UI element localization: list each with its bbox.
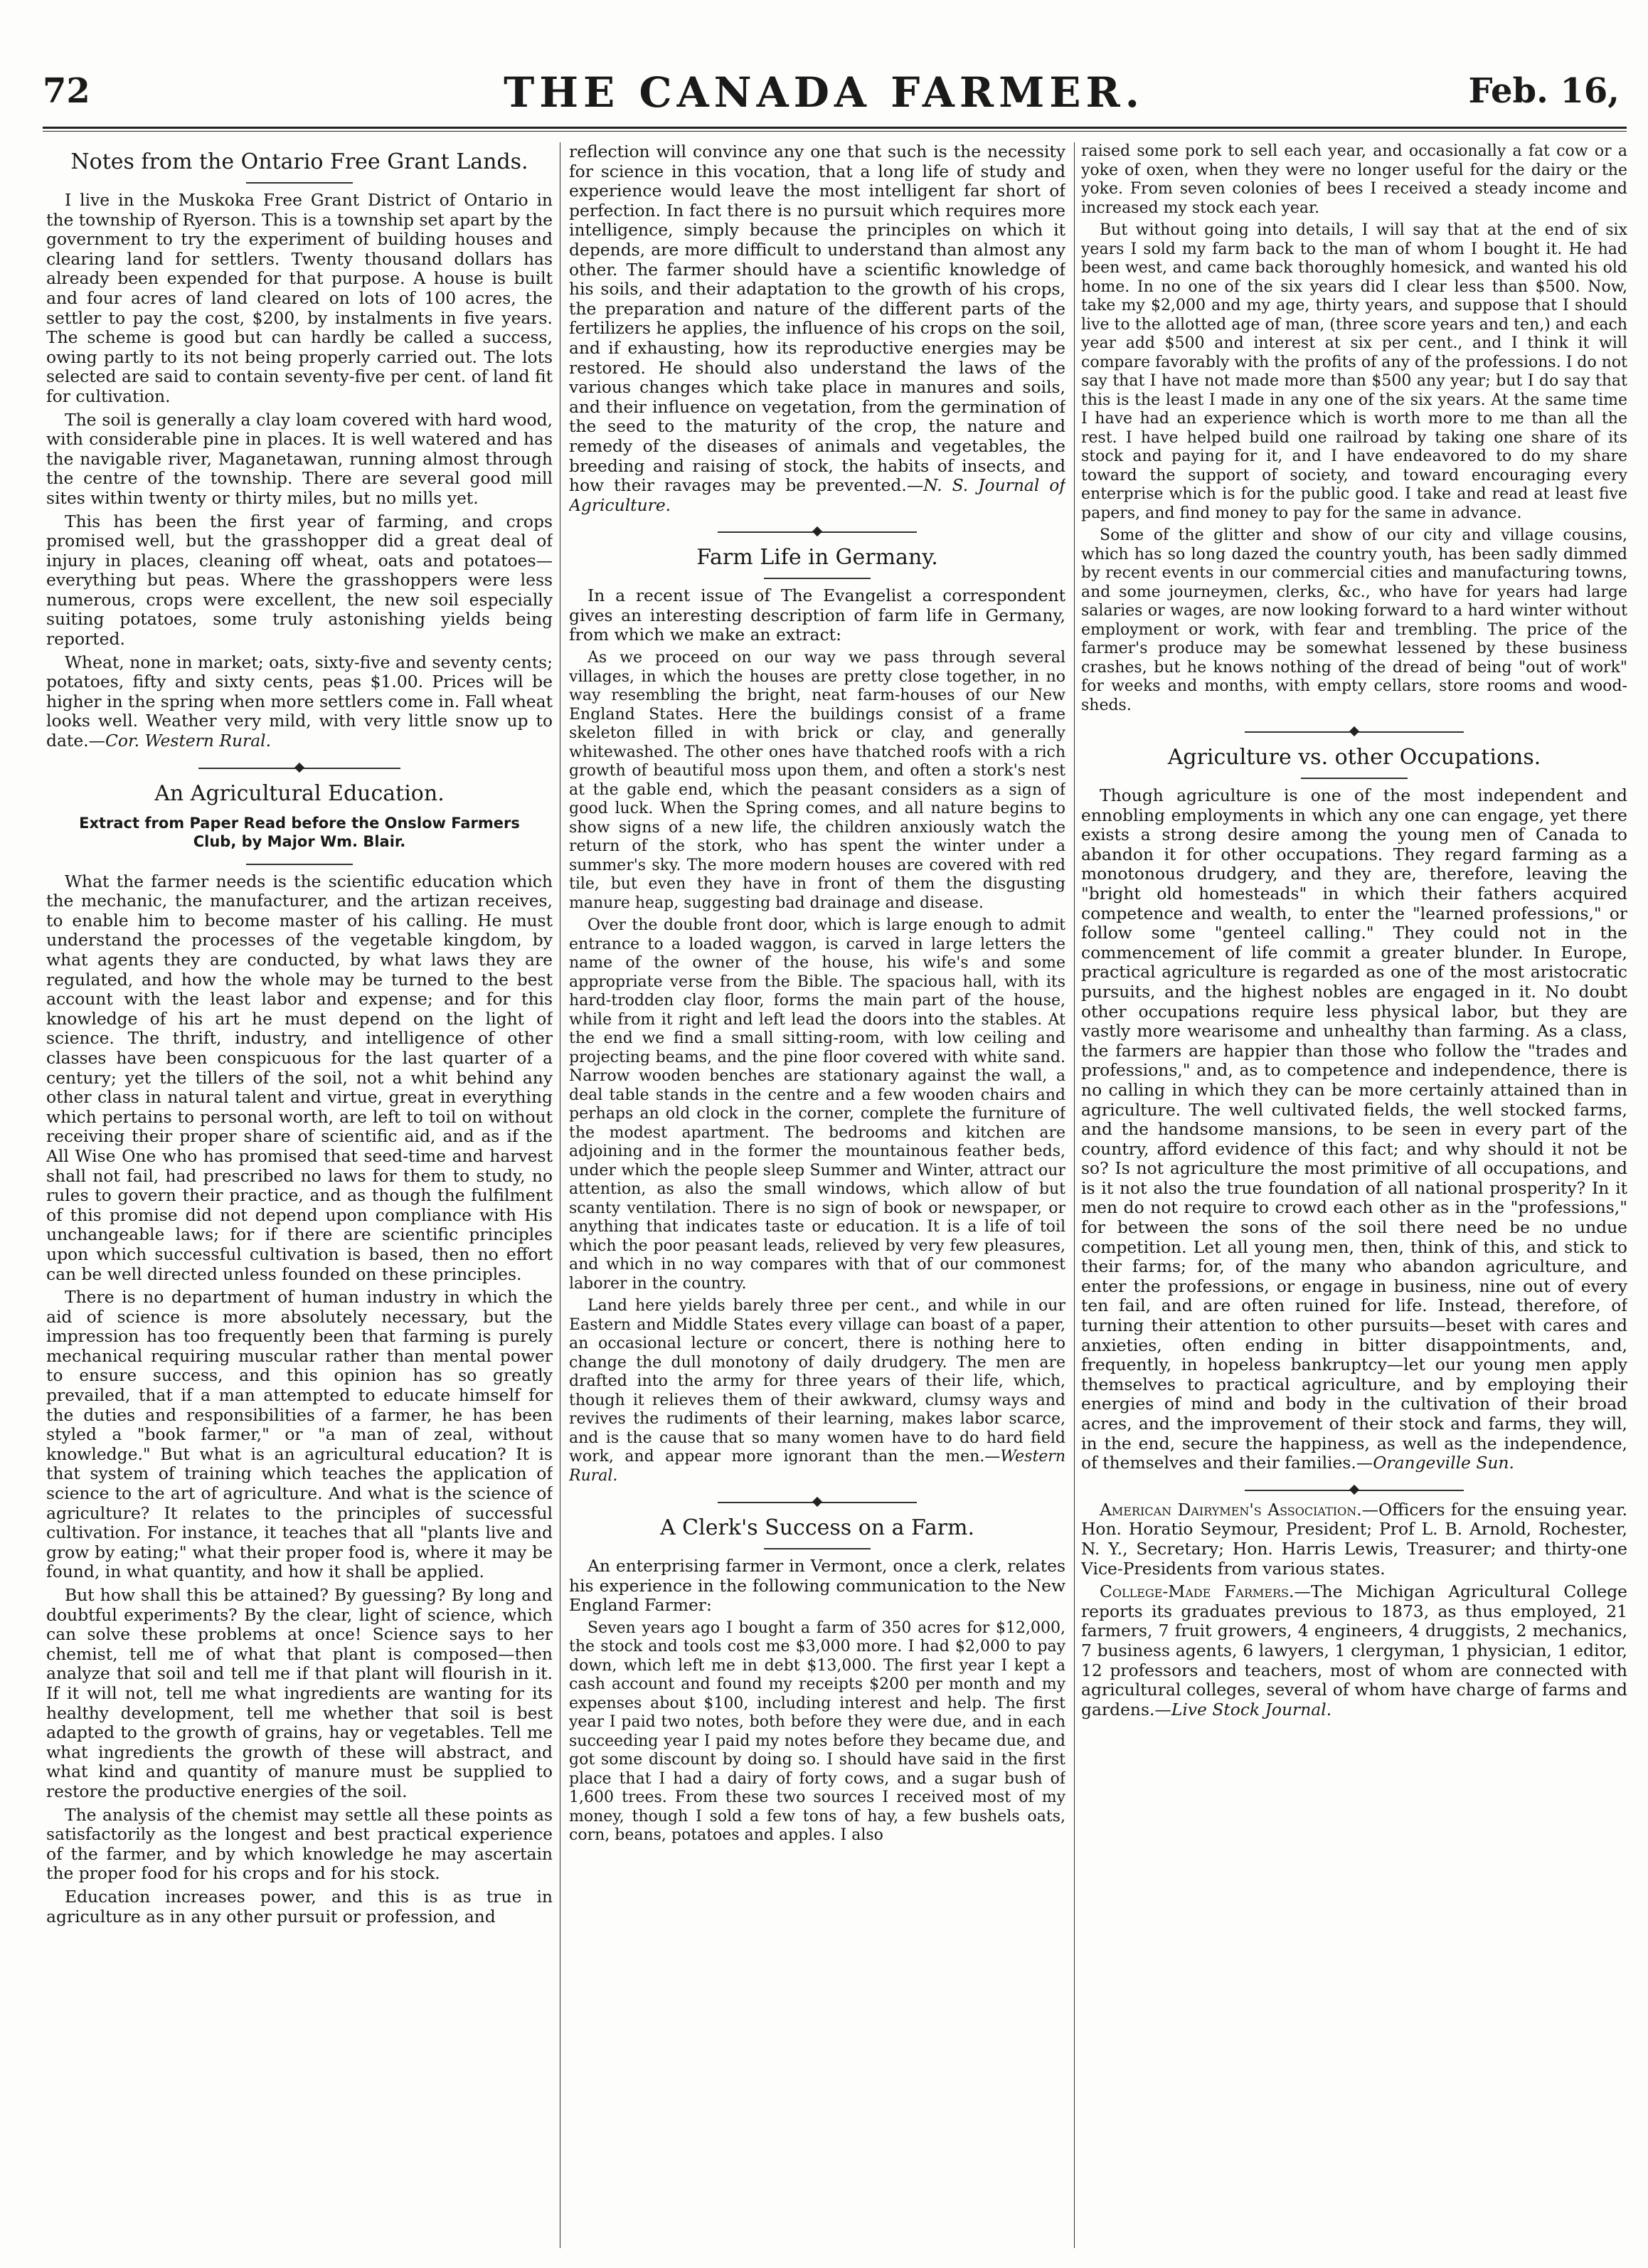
masthead: THE CANADA FARMER. — [504, 68, 1144, 117]
quoted-paragraph — [569, 1297, 1065, 1485]
article-title: Farm Life in Germany. — [696, 545, 938, 571]
section-divider — [569, 526, 1065, 538]
paragraph: In a recent issue of The Evangelist a correspondent gives an interesting description of farm life in Germany, from which we make an extract: — [569, 585, 1065, 645]
quoted-paragraph: As we proceed on our way we pass through several villages, in which the houses are pretty close together, in no way resembling the bright, neat farm-houses of our New England States. Here the buildings consist of a frame skeleton filled in with brick or clay, and generally whitewashed. The other ones have thatched roofs with a rich growth of beautiful moss upon them, and often a stork's nest at the gable end, which the peasant considers as a sign of good luck. When the Spring comes, and all nature begins to show signs of a new life, the children anxiously watch the return of the stork, who has spent the winter under a summer's sky. The more modern houses are covered with red tile, but even they have in front of them the disgusting manure heap, suggesting bad drainage and disease. — [569, 649, 1065, 912]
paragraph: This has been the first year of farming, and crops promised well, but the grasshopper did a great deal of injury in places, cleaning off wheat, oats and potatoes—everything but peas. Where the grasshoppers were less numerous, crops were excellent, the new soil especially suiting potatoes, some truly astonishing yields being reported. — [46, 511, 553, 650]
quoted-paragraph: raised some pork to sell each year, and occasionally a fat cow or a yoke of oxen, when they were no longer useful for the dairy or the yoke. From seven colonies of bees I received a steady income and increased my stock each year. — [1081, 142, 1627, 217]
quoted-paragraph: Some of the glitter and show of our city and village cousins, which has so long dazed the country youth, has been sadly dimmed by recent events in our commercial cities and manufacturing towns, and some journeymen, clerks, &c., who have for years had large salaries or wages, are now looking forward to a hard winter without employment or work, with fear and trembling. The price of the farmer's produce may be somewhat lessened by these business crashes, but he knows nothing of the dread of being "out of work" for weeks and months, with empty cellars, store rooms and wood-sheds. — [1081, 526, 1627, 714]
title-rule — [764, 578, 871, 579]
column-1 — [46, 142, 553, 2248]
source-credit: Cor. Western Rural. — [105, 731, 272, 751]
quoted-paragraph: Over the double front door, which is large enough to admit entrance to a loaded waggon, is carved in large letters the name of the owner of the house, his wife's and some appropriate verse from the Bible. The spacious hall, with its hard-trodden clay floor, forms the main part of the house, while from it right and left lead the doors into the stables. At the end we find a small sitting-room, with low ceiling and projecting beams, and the pine floor covered with white sand. Narrow wooden benches are stationary against the wall, a deal table stands in the centre and a few wooden chairs and perhaps an old clock in the corner, complete the furniture of the modest apartment. The bedrooms and kitchen are adjoining and in the former the mountainous feather beds, under which the people sleep Summer and Winter, attract our attention, as also the small windows, which allow of but scanty ventilation. There is no sign of book or newspaper, or anything that indicates taste or education. It is a life of toil which the poor peasant leads, relieved by very few pleasures, and which in no way compares with that of our commonest laborer in the country. — [569, 916, 1065, 1293]
column-divider — [1074, 142, 1075, 2248]
header-rule — [43, 127, 1627, 129]
title-rule — [764, 1548, 871, 1549]
paragraph: But how shall this be attained? By guessing? By long and doubtful experiments? By the clear, light of science, which can solve these problems at once! Science says to her chemist, tell me of what that plant is composed—then analyze that soil and tell me if that plant will flourish in it. If it will not, tell me what ingredients are wanting for its healthy development, tell me whether that soil is best adapted to the growth of grains, hay or vegetables. Tell me what ingredients the growth of these will abstract, and what kind and quantity of manure must be supplied to restore the productive energies of the soil. — [46, 1585, 553, 1801]
paragraph-text: Land here yields barely three per cent., and while in our Eastern and Middle States every village can boast of a paper, an occasional lecture or concert, there is nothing here to change the dull monotony of daily drudgery. The men are drafted into the army for three years of their life, which, though it relieves them of their awkward, clumsy ways and revives the rudiments of their learning, makes labor scarce, and is the cause that so many women have to do hard field work, and appear more ignorant than the men.— — [569, 1297, 1065, 1466]
article-title: Notes from the Ontario Free Grant Lands. — [70, 149, 528, 174]
source-credit: Western Rural. — [569, 1448, 1065, 1485]
paragraph: I live in the Muskoka Free Grant District of Ontario in the township of Ryerson. This is a township set apart by the government to try the experiment of building houses and clearing land for settlers. Twenty thousand dollars has already been expended for that purpose. A house is built and four acres of land cleared on lots of 100 acres, the settler to pay the cost, $200, by instalments in five years. The scheme is good but can hardly be called a success, owing partly to its not being properly carried out. The lots selected are said to contain seventy-five per cent. of land fit for cultivation. — [46, 190, 553, 406]
paragraph-text: Wheat, none in market; oats, sixty-five and seventy cents; potatoes, fifty and sixty cents, peas $1.00. Prices will be higher in the spring when more settlers come in. Fall wheat looks well. Weather very mild, with very little snow up to date.— — [46, 652, 553, 751]
article-title: A Clerk's Success on a Farm. — [659, 1515, 975, 1541]
paragraph — [569, 142, 1065, 515]
column-2 — [569, 142, 1065, 2248]
paragraph: An enterprising farmer in Vermont, once a clerk, relates his experience in the following communication to the New England Farmer: — [569, 1556, 1065, 1616]
paragraph: There is no department of human industry in which the aid of science is more absolutely necessary, but the impression has too frequently been that farming is purely mechanical requiring muscular rather than mental power to ensure success, and this opinion has so greatly prevailed, that if a man attempted to educate himself for the duties and responsibilities of a farmer, he has been styled a "book farmer," or "a man of zeal, without knowledge." But what is an agricultural education? It is that system of training which teaches the application of science to the art of agriculture. And what is the science of agriculture? It relates to the principles of successful cultivation. For instance, it teaches that all "plants live and grow by eating;" what their proper food is, where it may be found, in what quantity, and how it shall be applied. — [46, 1287, 553, 1582]
source-credit: Orangeville Sun. — [1373, 1453, 1514, 1473]
quoted-paragraph: Seven years ago I bought a farm of 350 acres for $12,000, the stock and tools cost me $3,000 more. I had $2,000 to pay down, which left me in debt $13,000. The first year I kept a cash account and found my receipts $200 per month and my expenses about $100, including interest and help. The first year I paid two notes, both before they were due, and in each succeeding year I paid my notes before they became due, and got some discount by doing so. I should have said in the first place that I had a dairy of forty cows, and a sugar bush of 1,600 trees. From these two sources I received most of my money, though I sold a few tons of hay, a few bushels oats, corn, beans, potatoes and apples. I also — [569, 1618, 1065, 1845]
section-divider — [46, 763, 553, 774]
paragraph: The analysis of the chemist may settle all these points as satisfactorily as the longest and best practical experience of the farmer, and by which knowledge he may ascertain the proper food for his crops and for his stock. — [46, 1804, 553, 1884]
paragraph — [46, 653, 553, 751]
news-item-heading: American Dairymen's Association. — [1100, 1499, 1362, 1520]
news-item-heading: College-Made Farmers. — [1100, 1581, 1295, 1602]
source-credit: N. S. Journal of Agriculture. — [569, 475, 1065, 515]
news-item-text: —The Michigan Agricultural College reports its graduates previous to 1873, as thus employed, 21 farmers, 7 fruit growers, 4 engineers, 4 druggists, 2 mechanics, 7 business agents, 6 lawyers, 1 clergyman, 1 physician, 1 editor, 12 professors and teachers, most of whom are connected with agricultural colleges, several of whom have charge of farms and gardens.— — [1081, 1581, 1627, 1719]
section-divider — [1081, 1485, 1627, 1496]
paragraph: The soil is generally a clay loam covered with hard wood, with considerable pine in places. It is well watered and has the navigable river, Maganetawan, running almost through the centre of the township. There are several good mill sites within twenty or thirty miles, but no mills yet. — [46, 409, 553, 508]
source-credit: Live Stock Journal. — [1171, 1699, 1332, 1719]
page-number: 72 — [43, 71, 90, 111]
article-title: An Agricultural Education. — [154, 780, 445, 806]
header-rule-thin — [43, 131, 1627, 132]
article-subtitle: Extract from Paper Read before the Onslow Farmers Club, by Major Wm. Blair. — [79, 814, 520, 850]
paragraph-text: reflection will convince any one that such is the necessity for science in this vocation, that a long life of study and experience would leave the most intelligent far short of perfection. In fact there is no pursuit which requires more intelligence, simply because the principles on which it depends, are more difficult to understand than almost any other. The farmer should have a scientific knowledge of his soils, and their adaptation to the growth of his crops, the preparation and nature of the different parts of the fertilizers he applies, the influence of his crops on the soil, and if exhausting, how its reproductive energies may be restored. He should also understand the laws of the various changes which take place in manures and soils, and their influence on vegetation, from the germination of the seed to the maturity of the crop, the nature and remedy of the diseases of animals and vegetables, the breeding and raising of stock, the habits of insects, and how their ravages may be prevented.— — [569, 142, 1065, 496]
paragraph: What the farmer needs is the scientific education which the mechanic, the manufacturer, and the artizan receives, to enable him to become master of his calling. He must understand the processes of the vegetable kingdom, by what agents they are conducted, by what laws they are regulated, and how the whole may be turned to the best account with the least labor and expense; and for this knowledge of his art he must depend on the light of science. The thrift, industry, and intelligence of other classes have been conspicuous for the last quarter of a century; yet the tillers of the soil, not a whit behind any other class in natural talent and virtue, great in everything which pertains to personal worth, are left to toil on without receiving their proper share of scientific aid, and as if the All Wise One who has promised that seed-time and harvest shall not fail, had prescribed no laws for them to study, no rules to govern their practice, and as though the fulfilment of this promise did not depend upon compliance with His unchangeable laws; for if there are scientific principles upon which successful cultivation is based, then no effort can be well directed unless founded on these principles. — [46, 871, 553, 1284]
page-header — [0, 0, 1648, 128]
news-item-text: —Officers for the ensuing year. Hon. Horatio Seymour, President; Prof L. B. Arnold, Rochester, N. Y., Secretary; Hon. Harris Lewis, Treasurer; and thirty-one Vice-Presidents from various states. — [1081, 1499, 1627, 1579]
issue-date: Feb. 16, — [1468, 71, 1620, 111]
section-divider — [1081, 726, 1627, 738]
title-rule — [1301, 778, 1408, 779]
article-title: Agriculture vs. other Occupations. — [1167, 745, 1541, 770]
title-rule — [246, 182, 353, 184]
quoted-paragraph: But without going into details, I will say that at the end of six years I sold my farm back to the man of whom I bought it. He had been west, and came back thoroughly homesick, and wanted his old home. In no one of the six years did I clear less than $500. Now, take my $2,000 and my age, thirty years, and suppose that I should live to the allotted age of man, (three score years and ten,) and each year add $500 and interest at six per cent., and I think it will compare favorably with the profits of any of the professions. I do not say that I have not made more than $500 any year; but I do say that this is the least I made in any one of the six years. At the same time I have had an experience which is worth more to me than all the rest. I have helped build one railroad by taking one share of its stock and paying for it, and I have endeavored to do my share toward the support of society, and toward encouraging every enterprise which is for the public good. I take and read at least five papers, and find money to pay for the same in advance. — [1081, 221, 1627, 522]
section-divider — [569, 1497, 1065, 1508]
paragraph-text: Though agriculture is one of the most independent and ennobling employments in which any one can engage, yet there exists a strong desire among the young men of Canada to abandon it for other occupations. They regard farming as a monotonous drudgery, and they are, therefore, leaving the "bright old homesteads" in which their fathers acquired competence and wealth, to enter the "learned professions," or follow some "genteel calling." They could not in the commencement of life commit a greater blunder. In Europe, practical agriculture is regarded as one of the most aristocratic pursuits, and the highest nobles are engaged in it. No doubt other occupations require less physical labor, but they are vastly more wearisome and unhealthy than farming. As a class, the farmers are happier than those who follow the "trades and professions," and, as to competence and independence, there is no calling in which they can be more certainly attained than in agriculture. The well cultivated fields, the well stocked farms, and the handsome mansions, to be seen in every part of the country, afford evidence of this fact; and why should it not be so? Is not agriculture the most primitive of all occupations, and is it not also the true foundation of all national prosperity? In it men do not require to crowd each other as in the "professions," for between the sons of the soil there need be no undue competition. Let all young men, then, think of this, and stick to their farms; for, of the many who abandon agriculture, and enter the professions, or engage in business, nine out of every ten fail, and are often ruined for life. Instead, therefore, of turning their attention to other pursuits—beset with cares and anxieties, often ending in bitter disappointments, and, frequently, in hopeless bankruptcy—let our young men apply themselves to practical agriculture, and by employing their energies of mind and body in the cultivation of their broad acres, and the improvement of their stock and farms, they will, in the end, secure the happiness, as well as the independence, of themselves and their families.— — [1081, 785, 1627, 1473]
paragraph — [1081, 786, 1627, 1473]
news-item — [1081, 1582, 1627, 1719]
news-item — [1081, 1500, 1627, 1579]
column-3 — [1081, 142, 1627, 2248]
title-rule — [246, 864, 353, 865]
paragraph: Education increases power, and this is as true in agriculture as in any other pursuit or profession, and — [46, 1886, 553, 1927]
